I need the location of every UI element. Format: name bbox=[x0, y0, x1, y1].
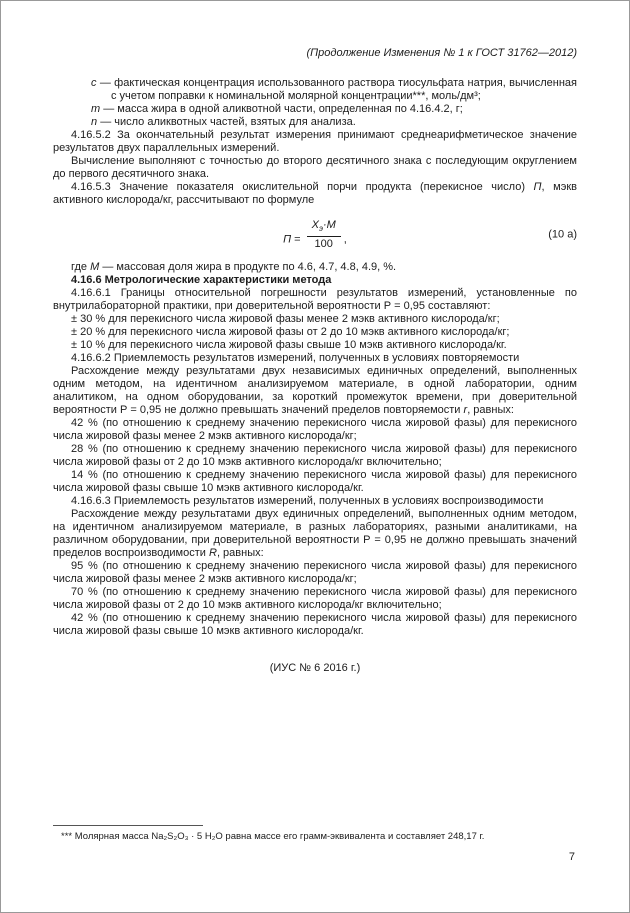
definition-text-m: — масса жира в одной аликвотной части, определенная по 4.16.4.2, г; bbox=[103, 103, 463, 115]
definition-symbol-c: с bbox=[91, 77, 97, 89]
heading-repeatability: 4.16.6.2 Приемлемость результатов измерений, полученных в условиях повторяемости bbox=[71, 352, 520, 365]
list-item-repeatability-28: 28 % (по отношению к среднему значению перекисного числа жировой фазы) для перекисного числа жировой фазы от 2 до 10 мэкв активного кислорода/кг включительно; bbox=[53, 443, 577, 469]
text-run: , равных: bbox=[467, 404, 514, 417]
variable-P: П bbox=[533, 181, 542, 193]
footnote-rule bbox=[53, 825, 203, 826]
heading-metrology: 4.16.6 Метрологические характеристики метода bbox=[71, 274, 332, 287]
definition-item-n bbox=[53, 116, 577, 129]
numerator-rest: ·М bbox=[322, 219, 336, 231]
list-item-error-30: ± 30 % для перекисного числа жировой фазы менее 2 мэкв активного кислорода/кг; bbox=[71, 313, 500, 326]
fraction-numerator bbox=[307, 219, 341, 237]
ius-publication-note: (ИУС № 6 2016 г.) bbox=[269, 662, 361, 675]
list-item-error-20: ± 20 % для перекисного числа жировой фазы от 2 до 10 мэкв активного кислорода/кг; bbox=[71, 326, 510, 339]
text-run: Расхождение между результатами двух единичных определений, выполненных одним методом, на идентичном анализируемом материале, в разных лабораториях, разными аналитиками, на различном оборудовании, при доверительной вероятности Р = 0,95 не должно превышать значений пределов воспроизводимости bbox=[53, 508, 577, 560]
paragraph-where bbox=[53, 261, 577, 274]
fraction-denominator: 100 bbox=[314, 238, 333, 251]
paragraph-calculation-rule: Вычисление выполняют с точностью до второго десятичного знака с последующим округлением до первого десятичного знака. bbox=[53, 155, 577, 180]
variable-X-subscript: э bbox=[319, 224, 323, 234]
definition-text-c: — фактическая концентрация использованного раствора тиосульфата натрия, вычисленная с учетом поправки к номинальной молярной концентрации***, моль/дм³; bbox=[99, 77, 577, 102]
text-run: — массовая доля жира в продукте по 4.6, 4.7, 4.8, 4.9, %. bbox=[99, 261, 397, 274]
footnote-text bbox=[53, 831, 577, 843]
formula bbox=[283, 219, 347, 251]
formula-fraction bbox=[307, 219, 341, 251]
definition-symbol-m: m bbox=[91, 103, 101, 115]
text-run: , равных: bbox=[216, 547, 264, 560]
list-item-reproducibility-42: 42 % (по отношению к среднему значению перекисного числа жировой фазы) для перекисного числа жировой фазы свыше 10 мэкв активного кислорода/кг. bbox=[53, 612, 577, 638]
variable-R: R bbox=[208, 547, 217, 560]
paragraph-error-bounds: 4.16.6.1 Границы относительной погрешности результатов измерений, установленные по внутрилабораторной практики, при доверительной вероятности Р = 0,95 составляют: bbox=[53, 287, 577, 313]
definition-item-c bbox=[53, 77, 577, 103]
numerator-expression bbox=[311, 219, 336, 234]
list-item-reproducibility-95: 95 % (по отношению к среднему значению перекисного числа жировой фазы) для перекисного числа жировой фазы менее 2 мэкв активного кислорода/кг; bbox=[53, 560, 577, 586]
variable-r: r bbox=[463, 404, 468, 417]
list-item-repeatability-14: 14 % (по отношению к среднему значению перекисного числа жировой фазы) для перекисного числа жировой фазы свыше 10 мэкв активного кислорода/кг. bbox=[53, 469, 577, 495]
footnote bbox=[53, 825, 577, 843]
paragraph-reproducibility bbox=[53, 508, 577, 560]
paragraph-final-result: 4.16.5.2 За окончательный результат измерения принимают среднеарифметическое значение результатов двух параллельных измерений. bbox=[53, 129, 577, 154]
definitions-list bbox=[53, 77, 577, 129]
formula-block bbox=[53, 219, 577, 251]
definition-text-n: — число аликвотных частей, взятых для анализа. bbox=[100, 116, 356, 128]
list-item-repeatability-42: 42 % (по отношению к среднему значению перекисного числа жировой фазы) для перекисного числа жировой фазы менее 2 мэкв активного кислорода/кг; bbox=[53, 417, 577, 443]
formula-equals-sign: = bbox=[291, 233, 304, 246]
variable-M: М bbox=[90, 261, 100, 274]
text-run: , мэкв активного кислорода/кг, рассчитывают по формуле bbox=[53, 181, 577, 206]
running-header: (Продолжение Изменения № 1 к ГОСТ 31762—2012) bbox=[306, 47, 577, 59]
heading-reproducibility: 4.16.6.3 Приемлемость результатов измерений, полученных в условиях воспроизводимости bbox=[71, 495, 544, 508]
paragraph-formula-intro bbox=[53, 181, 577, 207]
formula-lhs: П bbox=[283, 233, 292, 246]
footnote-marker: *** bbox=[61, 831, 73, 842]
footnote-body: Молярная масса Na₂S₂O₃ · 5 H₂O равна массе его грамм-эквивалента и составляет 248,17 г. bbox=[74, 831, 485, 842]
paragraph-repeatability bbox=[53, 365, 577, 417]
variable-X: Х bbox=[311, 219, 320, 231]
formula-number: (10 а) bbox=[548, 228, 577, 241]
list-item-error-10: ± 10 % для перекисного числа жировой фазы свыше 10 мэкв активного кислорода/кг. bbox=[71, 339, 507, 352]
definition-symbol-n: n bbox=[91, 116, 98, 128]
formula-comma: , bbox=[343, 233, 347, 246]
text-run: 4.16.5.3 Значение показателя окислительной порчи продукта (перекисное число) bbox=[71, 181, 534, 193]
text-run: где bbox=[71, 261, 91, 274]
definition-item-m bbox=[53, 103, 577, 116]
list-item-reproducibility-70: 70 % (по отношению к среднему значению перекисного числа жировой фазы) для перекисного числа жировой фазы от 2 до 10 мэкв активного кислорода/кг включительно; bbox=[53, 586, 577, 612]
text-run: Расхождение между результатами двух независимых единичных определений, выполненных одним методом, на идентичном анализируемом материале, в одной лаборатории, одним аналитиком, на одном оборудовании, за короткий промежуток времени, при доверительной вероятности Р = 0,95 не должно превышать значений пределов повторяемости bbox=[53, 365, 577, 417]
page-number: 7 bbox=[568, 851, 575, 863]
